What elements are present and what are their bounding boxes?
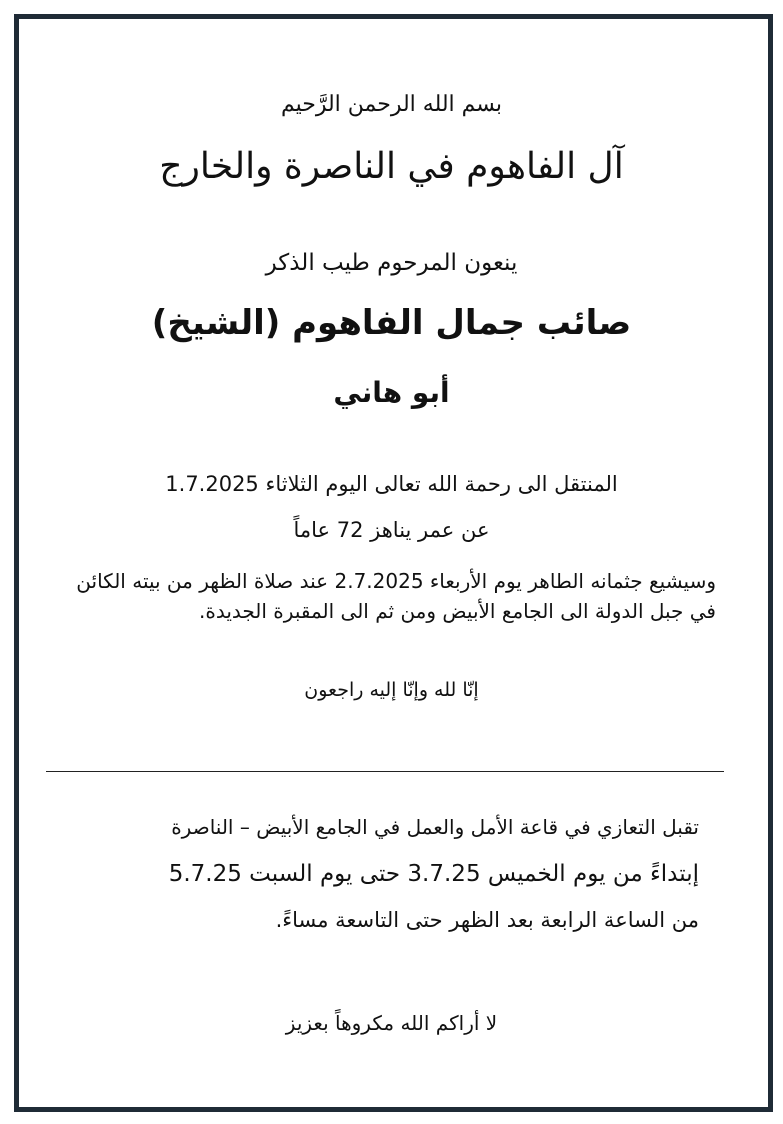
closing-line: لا أراكم الله مكروهاً بعزيز: [285, 1011, 498, 1035]
family-heading: آل الفاهوم في الناصرة والخارج: [159, 146, 624, 187]
condolence-place: تقبل التعازي في قاعة الأمل والعمل في الجامع الأبيض – الناصرة: [171, 815, 699, 839]
deceased-kunya: أبو هاني: [333, 376, 450, 409]
death-date-line: المنتقل الى رحمة الله تعالى اليوم الثلاثاء 1.7.2025: [165, 472, 618, 496]
deceased-name: صائب جمال الفاهوم (الشيخ): [151, 303, 632, 343]
funeral-details: وسيشيع جثمانه الطاهر يوم الأربعاء 2.7.2025 عند صلاة الظهر من بيته الكائن في جبل الدولة الى الجامع الأبيض ومن ثم الى المقبرة الجديدة.: [76, 569, 716, 623]
section-divider: [46, 771, 724, 772]
condolence-dates: إبتداءً من يوم الخميس 3.7.25 حتى يوم السبت 5.7.25: [168, 861, 699, 887]
quran-verse: إنّا لله وإنّا إليه راجعون: [304, 679, 479, 701]
mourning-line: ينعون المرحوم طيب الذكر: [265, 250, 518, 276]
condolence-hours: من الساعة الرابعة بعد الظهر حتى التاسعة مساءً.: [275, 908, 699, 932]
age-line: عن عمر يناهز 72 عاماً: [293, 518, 490, 542]
basmala: بسم الله الرحمن الرَّحيم: [280, 92, 503, 117]
